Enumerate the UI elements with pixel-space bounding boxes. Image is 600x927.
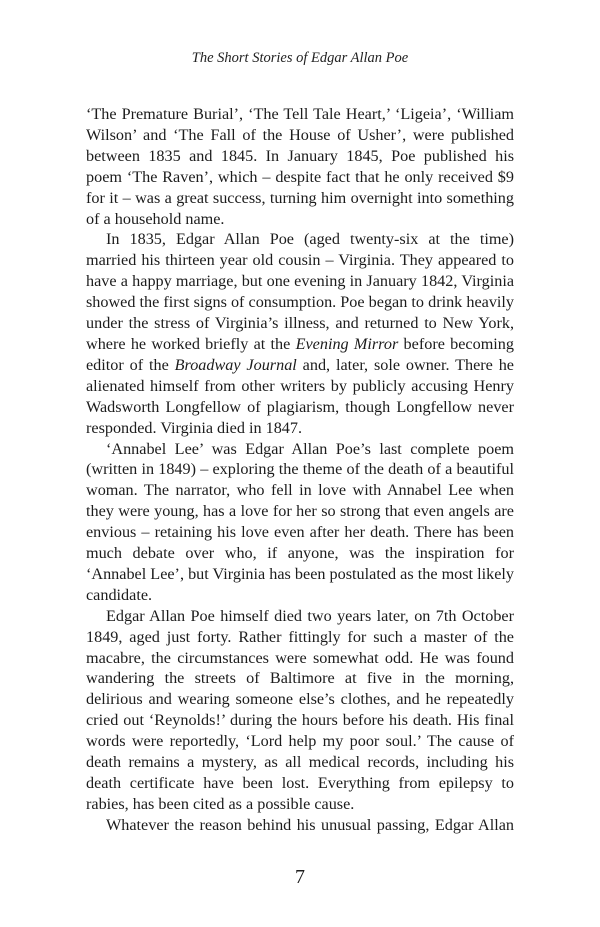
paragraph-1: ‘The Premature Burial’, ‘The Tell Tale Heart,’ ‘Ligeia’, ‘William Wilson’ and ‘The Fall of the House of Usher’, were published between 1835 and 1845. In January 1845, Poe published his poem ‘The Raven’, which – despite fact that he only received $9 for it – was a great success, turning him overnight into something of a household name.: [86, 105, 514, 228]
paragraph-2-text-a: In 1835, Edgar Allan Poe (aged twenty-six at the time) married his thirteen year old cousin – Virginia. They appeared to have a happy marriage, but one evening in January 1842, Virginia showed the first signs of consumption. Poe began to drink heavily under the stress of Virginia’s illness, and returned to New York, where he worked briefly at the: [86, 230, 514, 353]
page-number: 7: [295, 866, 305, 888]
paragraph-3: ‘Annabel Lee’ was Edgar Allan Poe’s last complete poem (written in 1849) – exploring the theme of the death of a beautiful woman. The narrator, who fell in love with Annabel Lee when they were young, has a love for her so strong that even angels are envious – retaining his love even after her death. There has been much debate over who, if anyone, was the inspiration for ‘Annabel Lee’, but Virginia has been postulated as the most likely candidate.: [86, 439, 514, 604]
evening-mirror-title: Evening Mirror: [295, 334, 399, 353]
body-text: [86, 104, 514, 836]
paragraph-2-text-b: before becoming editor of the: [86, 334, 514, 374]
running-header: The Short Stories of Edgar Allan Poe: [191, 50, 409, 66]
paragraph-2-text-c: and, later, sole owner. There he alienated himself from other writers by publicly accusing Henry Wadsworth Longfellow of plagiarism, though Longfellow never responded. Virginia died in 1847.: [86, 355, 514, 437]
paragraph-5: Whatever the reason behind his unusual passing, Edgar Allan: [106, 815, 514, 834]
paragraph-2: [86, 229, 514, 438]
paragraph-4: Edgar Allan Poe himself died two years later, on 7th October 1849, aged just forty. Rather fittingly for such a master of the macabre, the circumstances were somewhat odd. He was found wandering the streets of Baltimore at five in the morning, delirious and wearing someone else’s clothes, and he repeatedly cried out ‘Reynolds!’ during the hours before his death. His final words were reportedly, ‘Lord help my poor soul.’ The cause of death remains a mystery, as all medical records, including his death certificate have been lost. Everything from epilepsy to rabies, has been cited as a possible cause.: [86, 606, 514, 813]
broadway-journal-title: Broadway Journal: [174, 355, 297, 374]
